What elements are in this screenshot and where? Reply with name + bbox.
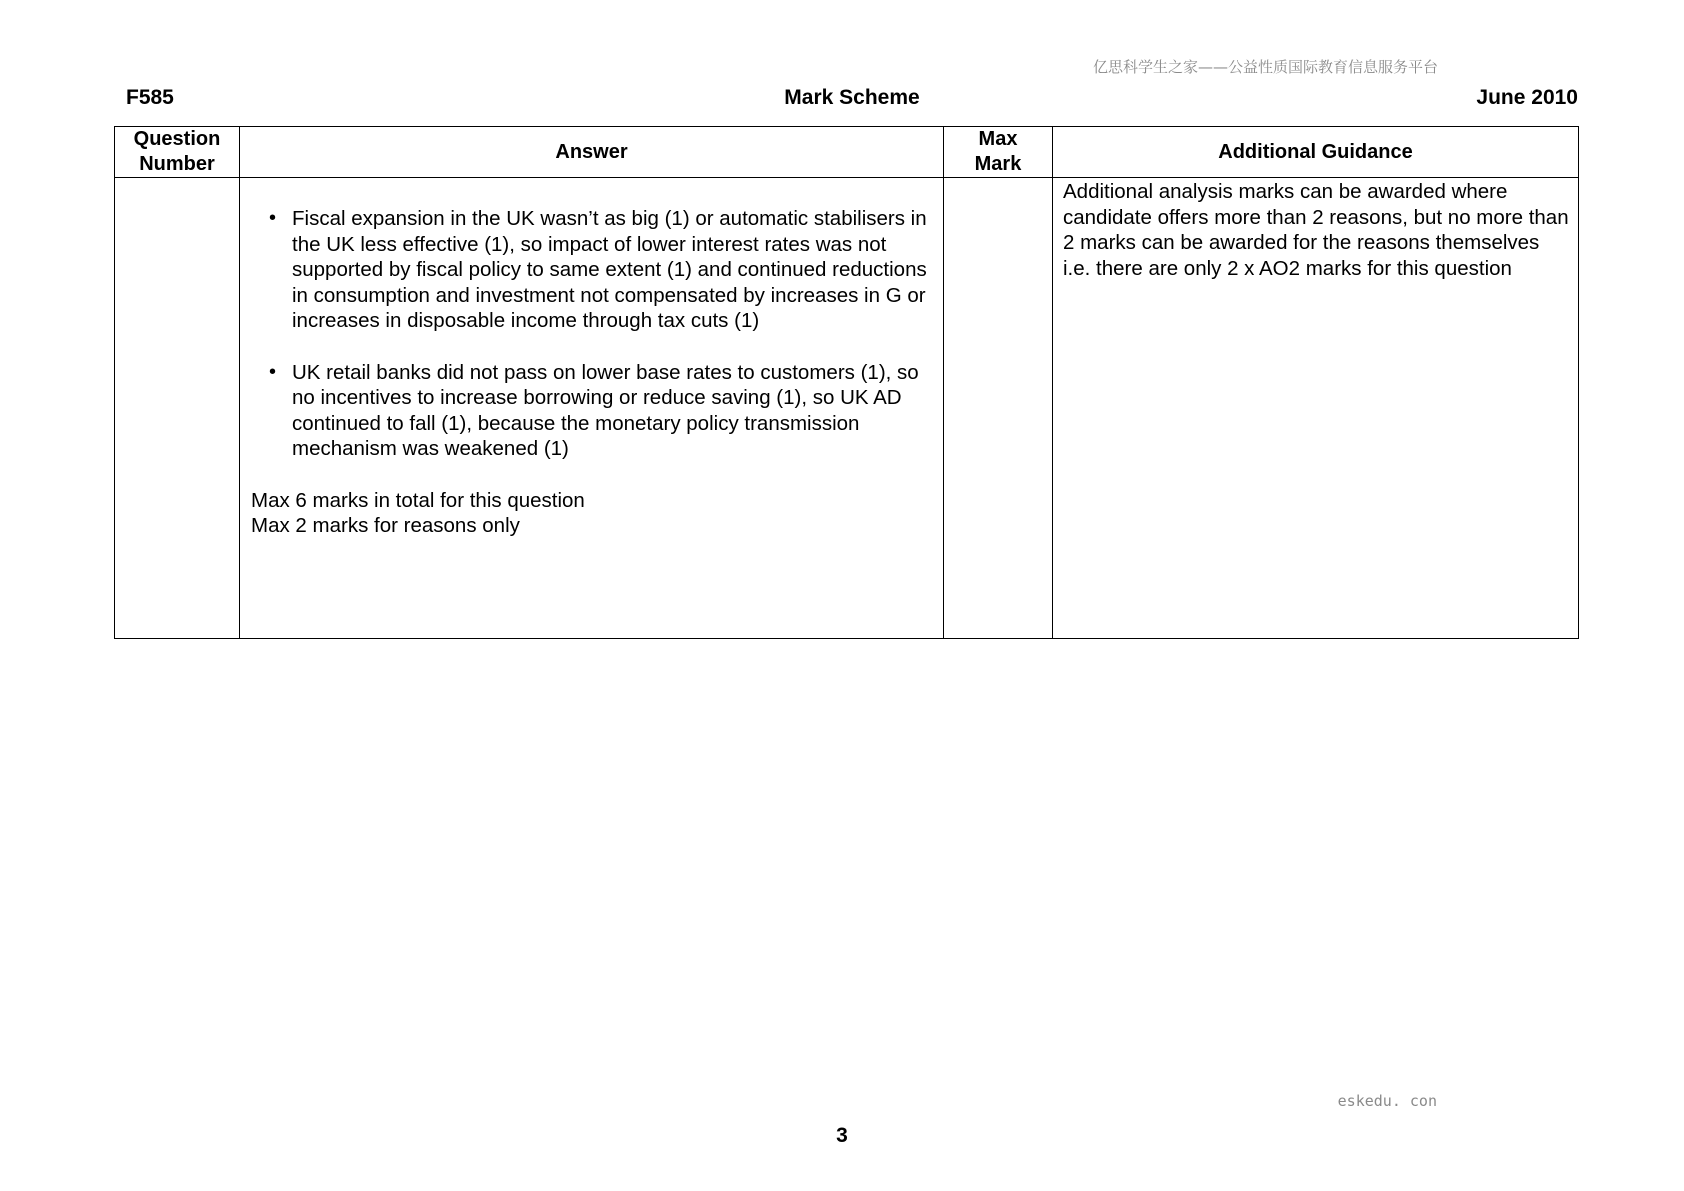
table-row bbox=[115, 178, 1579, 639]
guidance-cell: Additional analysis marks can be awarded where candidate offers more than 2 reasons, but no more than 2 marks can be awarded for the reasons themselves i.e. there are only 2 x AO2 marks for this question bbox=[1053, 178, 1579, 639]
bullet-icon: • bbox=[269, 207, 277, 229]
answer-bullet-text: Fiscal expansion in the UK wasn’t as big (1) or automatic stabilisers in the UK less effective (1), so impact of lower interest rates was not supported by fiscal policy to same extent (1) and continued reductions in consumption and investment not compensated by increases in G or increases in disposable income through tax cuts (1) bbox=[292, 207, 927, 333]
question-number-cell bbox=[115, 178, 240, 639]
table-header-row bbox=[115, 127, 1579, 178]
mark-scheme-table bbox=[114, 126, 1579, 639]
header-max-line1: Max bbox=[978, 128, 1018, 150]
header-question-line2: Number bbox=[139, 153, 215, 175]
document-title: Mark Scheme bbox=[784, 86, 920, 109]
watermark-bottom-text: eskedu. con bbox=[1337, 1092, 1437, 1110]
exam-date: June 2010 bbox=[1476, 86, 1578, 109]
header-question-line1: Question bbox=[133, 128, 221, 150]
header-max-line2: Mark bbox=[974, 153, 1022, 175]
header-max-mark bbox=[944, 127, 1053, 178]
max-reasons-note: Max 2 marks for reasons only bbox=[251, 514, 520, 538]
watermark-top-text: 亿思科学生之家——公益性质国际教育信息服务平台 bbox=[1092, 58, 1438, 76]
max-marks-note: Max 6 marks in total for this question bbox=[251, 488, 585, 512]
list-item bbox=[269, 360, 933, 462]
answer-cell bbox=[240, 178, 944, 639]
page-number: 3 bbox=[836, 1124, 848, 1147]
answer-bullet-list bbox=[251, 206, 933, 462]
header-additional-guidance: Additional Guidance bbox=[1053, 127, 1579, 178]
header-question-number bbox=[115, 127, 240, 178]
bullet-icon: • bbox=[269, 360, 277, 383]
list-item bbox=[269, 206, 933, 334]
max-mark-cell bbox=[944, 178, 1053, 639]
header-answer: Answer bbox=[240, 127, 944, 178]
answer-bullet-text: UK retail banks did not pass on lower base rates to customers (1), so no incentives to increase borrowing or reduce saving (1), so UK AD continued to fall (1), because the monetary policy transmission mechanism was weakened (1) bbox=[292, 360, 919, 461]
page-header bbox=[126, 86, 1578, 114]
paper-code: F585 bbox=[126, 86, 174, 109]
